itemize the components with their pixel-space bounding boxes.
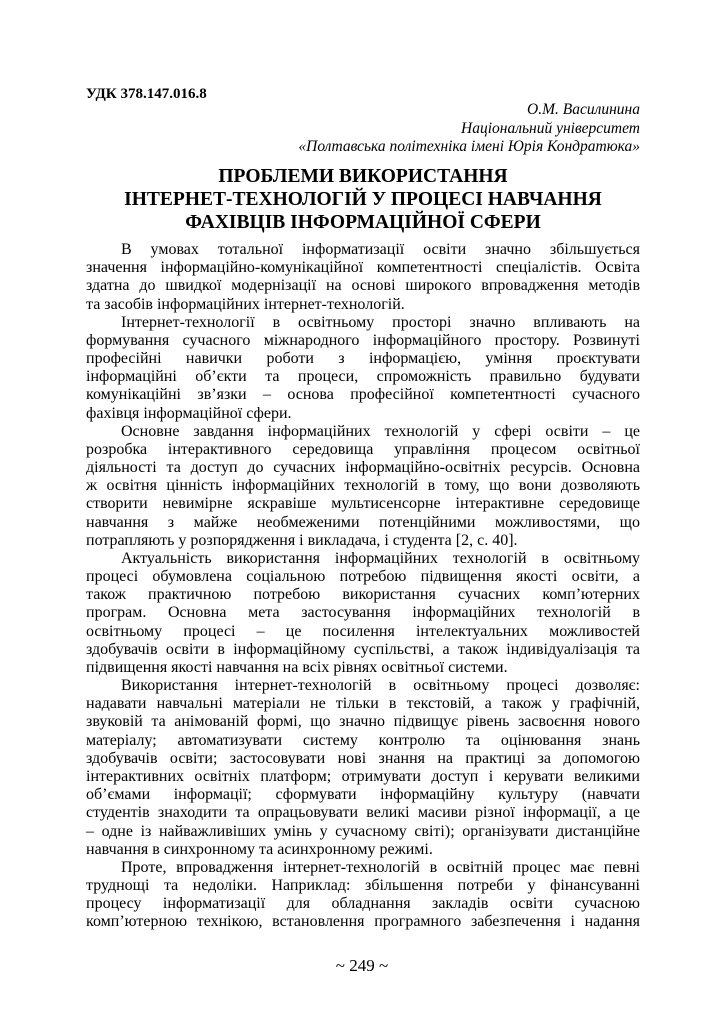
text-line: також практичною потребою використання сучасних комп’ютерних: [86, 586, 640, 604]
text-line: труднощі та недоліки. Наприклад: збільшення потреби у фінансуванні: [86, 877, 640, 895]
text-line: навчання в синхронному та асинхронному режимі.: [86, 840, 433, 858]
paragraph: [86, 677, 640, 859]
text-line: Інтернет-технології в освітньому просторі значно впливають на: [121, 313, 640, 331]
text-line: студентів знаходити та опрацьовувати великі масиви різної інформації, а це: [86, 804, 640, 822]
author-name: О.М. Василинина: [527, 101, 640, 118]
title-line: ПРОБЛЕМИ ВИКОРИСТАННЯ: [218, 166, 508, 187]
text-line: фахівця інформаційної сфери.: [86, 404, 292, 422]
article-body: [86, 241, 640, 932]
paragraph: [86, 550, 640, 677]
text-line: – одне із найважливіших умінь у сучасному світі); організувати дистанційне: [86, 822, 640, 840]
text-line: інформаційні об’єкти та процеси, спроможність правильно будувати: [86, 368, 640, 386]
author-affiliation-institution: «Полтавська політехніка імені Юрія Кондратюка»: [298, 138, 640, 155]
text-line: Основне завдання інформаційних технологій у сфері освіти – це: [121, 422, 640, 440]
author-affiliation: Національний університет: [461, 119, 640, 137]
paragraph: [86, 859, 640, 932]
udk-code: УДК 378.147.016.8: [86, 86, 207, 102]
text-line: В умовах тотальної інформатизації освіти значно збільшується: [121, 241, 640, 258]
author-block: [298, 101, 640, 157]
text-line: ж освітня цінність інформаційних технологій в тому, що вони дозволяють: [86, 477, 640, 495]
title-line: ІНТЕРНЕТ-ТЕХНОЛОГІЙ У ПРОЦЕСІ НАВЧАННЯ: [124, 189, 602, 210]
text-line: Використання інтернет-технологій в освітньому процесі дозволяє:: [121, 677, 640, 695]
text-line: здатна до швидкої модернізації на основі широкого впровадження методів: [86, 277, 640, 295]
text-line: комунікаційні зв’язки – основа професійної компетентності сучасного: [86, 386, 640, 404]
text-line: надавати навчальні матеріали не тільки в текстовій, а також у графічній,: [86, 695, 640, 713]
text-line: процесі обумовлена соціальною потребою підвищення якості освіти, а: [86, 568, 640, 586]
text-line: створити невимірне яскравіше мультисенсорне інтерактивне середовище: [86, 495, 640, 513]
text-line: процесу інформатизації для обладнання закладів освіти сучасною: [86, 895, 640, 913]
text-line: освітньому процесі – це посилення інтелектуальних можливостей: [86, 622, 640, 640]
text-line: навчання з майже необмеженими потенційними можливостями, що: [86, 513, 640, 531]
text-line: програм. Основна мета застосування інформаційних технологій в: [86, 604, 640, 622]
text-line: та засобів інформаційних інтернет-технологій.: [86, 295, 405, 313]
page-number: ~ 249 ~: [335, 956, 389, 975]
text-line: формування сучасного міжнародного інформаційного простору. Розвинуті: [86, 331, 640, 349]
title-line: ФАХІВЦІВ ІНФОРМАЦІЙНОЇ СФЕРИ: [185, 212, 541, 233]
text-line: діяльності та доступ до сучасних інформаційно-освітніх ресурсів. Основна: [86, 459, 640, 477]
text-line: потрапляють у розпорядження і викладача, і студента [2, с. 40].: [86, 531, 518, 549]
paragraph: [86, 314, 640, 423]
text-line: Актуальність використання інформаційних технологій в освітньому: [121, 549, 640, 567]
text-line: підвищення якості навчання на всіх рівнях освітньої системи.: [86, 658, 508, 676]
text-line: матеріалу; автоматизувати систему контролю та оцінювання знань: [86, 731, 640, 749]
text-line: професійні навички роботи з інформацією, уміння проєктувати: [86, 350, 640, 368]
paragraph: [86, 423, 640, 550]
text-line: значення інформаційно-комунікаційної компетентності спеціалістів. Освіта: [86, 259, 640, 277]
text-line: здобувачів освіти; застосовувати нові знання на практиці за допомогою: [86, 749, 640, 767]
text-line: здобувачів освіти в інформаційному суспільстві, а також індивідуалізація та: [86, 640, 640, 658]
text-line: інтерактивних освітніх платформ; отримувати доступ і керувати великими: [86, 767, 640, 785]
text-line: об’ємами інформації; сформувати інформаційну культуру (навчати: [86, 786, 640, 804]
text-line: розробка інтерактивного середовища управління процесом освітньої: [86, 440, 640, 458]
article-title: [86, 165, 640, 234]
text-line: Проте, впровадження інтернет-технологій в освітній процес має певні: [121, 858, 640, 876]
text-line: звуковій та анімованій формі, що значно підвищує рівень засвоєння нового: [86, 713, 640, 731]
text-line: комп’ютерною технікою, встановлення програмного забезпечення і надання: [86, 913, 640, 931]
paragraph: [86, 241, 640, 314]
